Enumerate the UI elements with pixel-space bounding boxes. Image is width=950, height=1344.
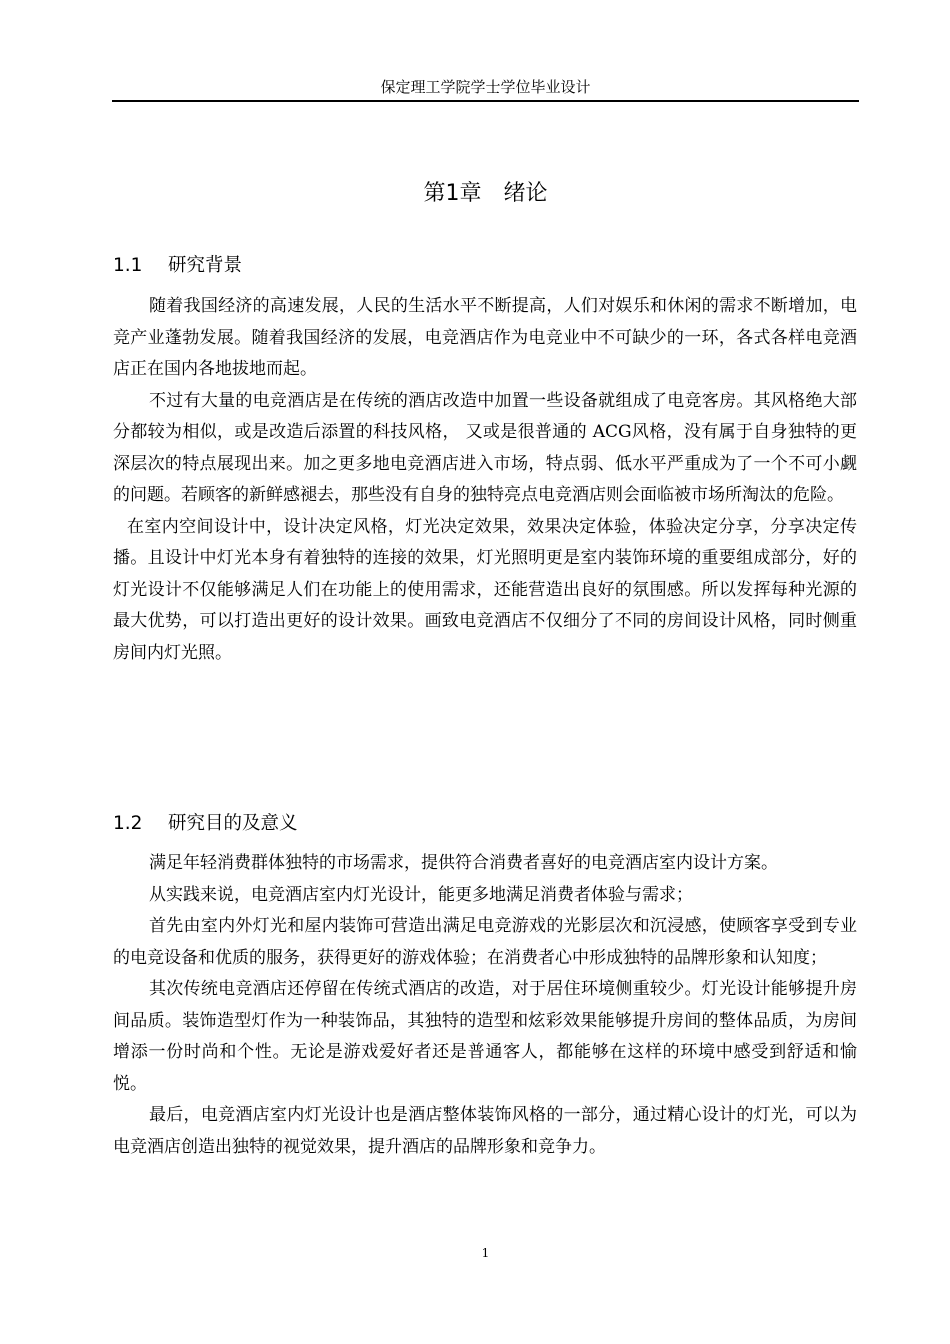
section-number: 1.2 [113,813,143,834]
section-body-1-1 [113,291,857,669]
paragraph: 不过有大量的电竞酒店是在传统的酒店改造中加置一些设备就组成了电竞客房。其风格绝大部分都较为相似，或是改造后添置的科技风格， 又或是很普通的 ACG风格，没有属于自身独特的更深层次的特点展现出来。加之更多地电竞酒店进入市场，特点弱、低水平严重成为了一个不可小觑的问题。若顾客的新鲜感褪去，那些没有自身的独特亮点电竞酒店则会面临被市场所淘汰的危险。 [113,390,857,505]
section-number: 1.1 [113,255,143,276]
section-title: 研究背景 [168,255,243,276]
paragraph: 随着我国经济的高速发展，人民的生活水平不断提高，人们对娱乐和休闲的需求不断增加，电竞产业蓬勃发展。随着我国经济的发展，电竞酒店作为电竞业中不可缺少的一环，各式各样电竞酒店正在国内各地拔地而起。 [113,296,857,379]
paragraph: 在室内空间设计中，设计决定风格，灯光决定效果，效果决定体验，体验决定分享，分享决定传播。且设计中灯光本身有着独特的连接的效果，灯光照明更是室内装饰环境的重要组成部分，好的灯光设计不仅能够满足人们在功能上的使用需求，还能营造出良好的氛围感。所以发挥每种光源的最大优势，可以打造出更好的设计效果。画致电竞酒店不仅细分了不同的房间设计风格，同时侧重房间内灯光照。 [113,516,857,663]
section-body-1-2 [113,848,857,1163]
paragraph: 首先由室内外灯光和屋内装饰可营造出满足电竞游戏的光影层次和沉浸感，使顾客享受到专业的电竞设备和优质的服务，获得更好的游戏体验；在消费者心中形成独特的品牌形象和认知度； [113,916,857,968]
section-heading-1-2 [113,809,298,839]
section-heading-1-1 [113,251,242,281]
page-number: 1 [481,1246,490,1260]
paragraph: 从实践来说，电竞酒店室内灯光设计，能更多地满足消费者体验与需求； [149,884,693,905]
section-title: 研究目的及意义 [168,813,298,834]
running-header: 保定理工学院学士学位毕业设计 [380,78,591,96]
paragraph: 满足年轻消费群体独特的市场需求，提供符合消费者喜好的电竞酒店室内设计方案。 [149,853,778,873]
header-divider [112,100,859,102]
paragraph: 最后，电竞酒店室内灯光设计也是酒店整体装饰风格的一部分，通过精心设计的灯光，可以为电竞酒店创造出独特的视觉效果，提升酒店的品牌形象和竞争力。 [113,1105,857,1157]
paragraph: 其次传统电竞酒店还停留在传统式酒店的改造，对于居住环境侧重较少。灯光设计能够提升房间品质。装饰造型灯作为一种装饰品，其独特的造型和炫彩效果能够提升房间的整体品质，为房间增添一份时尚和个性。无论是游戏爱好者还是普通客人，都能够在这样的环境中感受到舒适和愉悦。 [113,979,857,1094]
chapter-title: 第1章 绪论 [423,181,548,206]
